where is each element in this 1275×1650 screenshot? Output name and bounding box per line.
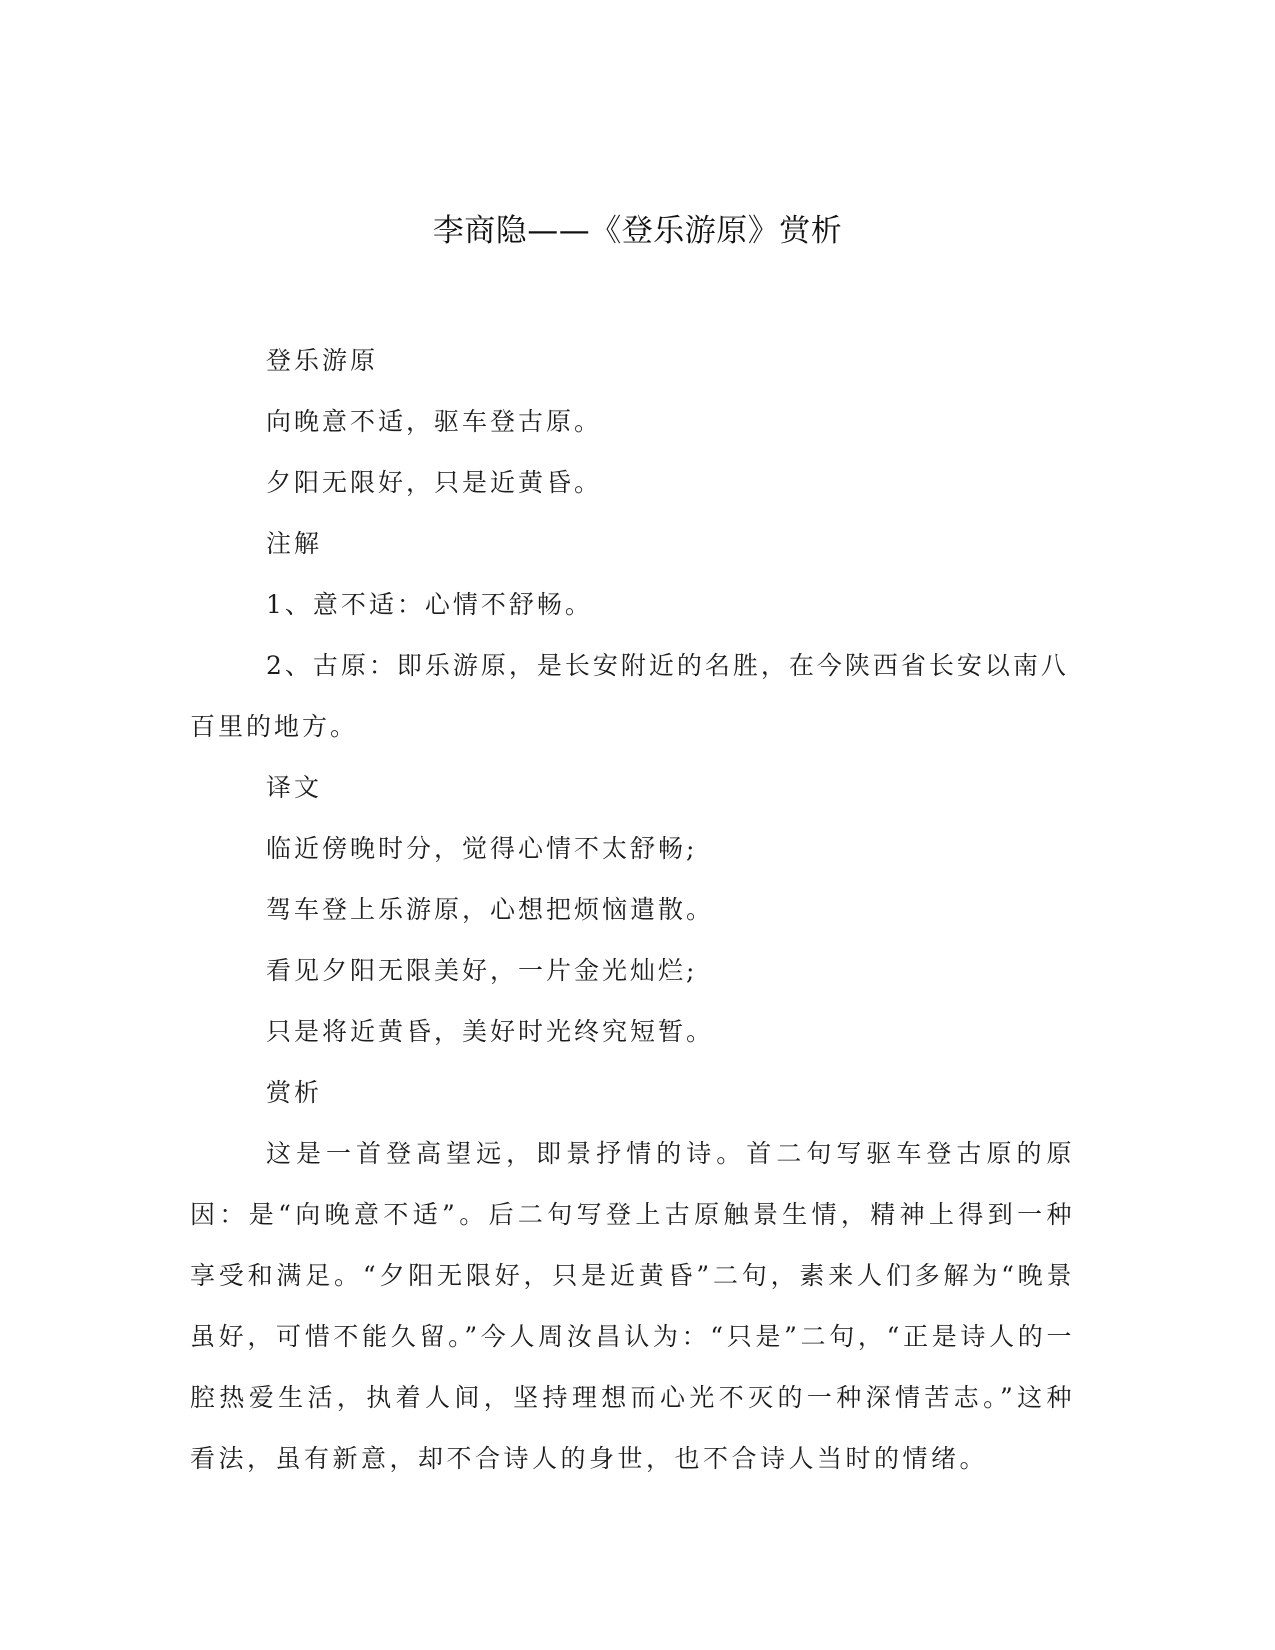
appreciation-paragraph: 这是一首登高望远，即景抒情的诗。首二句写驱车登古原的原因：是“向晚意不适”。后二句写登上古原触景生情，精神上得到一种享受和满足。“夕阳无限好，只是近黄昏”二句，素来人们多解为“晚景虽好，可惜不能久留。”今人周汝昌认为：“只是”二句，“正是诗人的一腔热爱生活，执着人间，坚持理想而心光不灭的一种深情苦志。”这种看法，虽有新意，却不合诗人的身世，也不合诗人当时的情绪。: [190, 1139, 1075, 1473]
poem-title: 登乐游原: [266, 346, 379, 375]
section-heading-translation: 译文: [266, 773, 323, 802]
poem-line-1: 向晚意不适，驱车登古原。: [266, 407, 603, 436]
page-title: 李商隐——《登乐游原》赏析: [432, 213, 843, 249]
note-item-1: 1、意不适：心情不舒畅。: [266, 590, 593, 619]
poem-line-2: 夕阳无限好，只是近黄昏。: [266, 468, 603, 497]
translation-line-2: 驾车登上乐游原，心想把烦恼遣散。: [266, 895, 715, 924]
translation-line-4: 只是将近黄昏，美好时光终究短暂。: [266, 1017, 715, 1046]
section-heading-appreciation: 赏析: [266, 1078, 323, 1107]
note-item-2: 2、古原：即乐游原，是长安附近的名胜，在今陕西省长安以南八百里的地方。: [190, 651, 1069, 741]
translation-line-3: 看见夕阳无限美好，一片金光灿烂;: [266, 956, 698, 985]
section-heading-notes: 注解: [266, 529, 323, 558]
translation-line-1: 临近傍晚时分，觉得心情不太舒畅;: [266, 834, 698, 863]
document-body: [190, 330, 1075, 1489]
